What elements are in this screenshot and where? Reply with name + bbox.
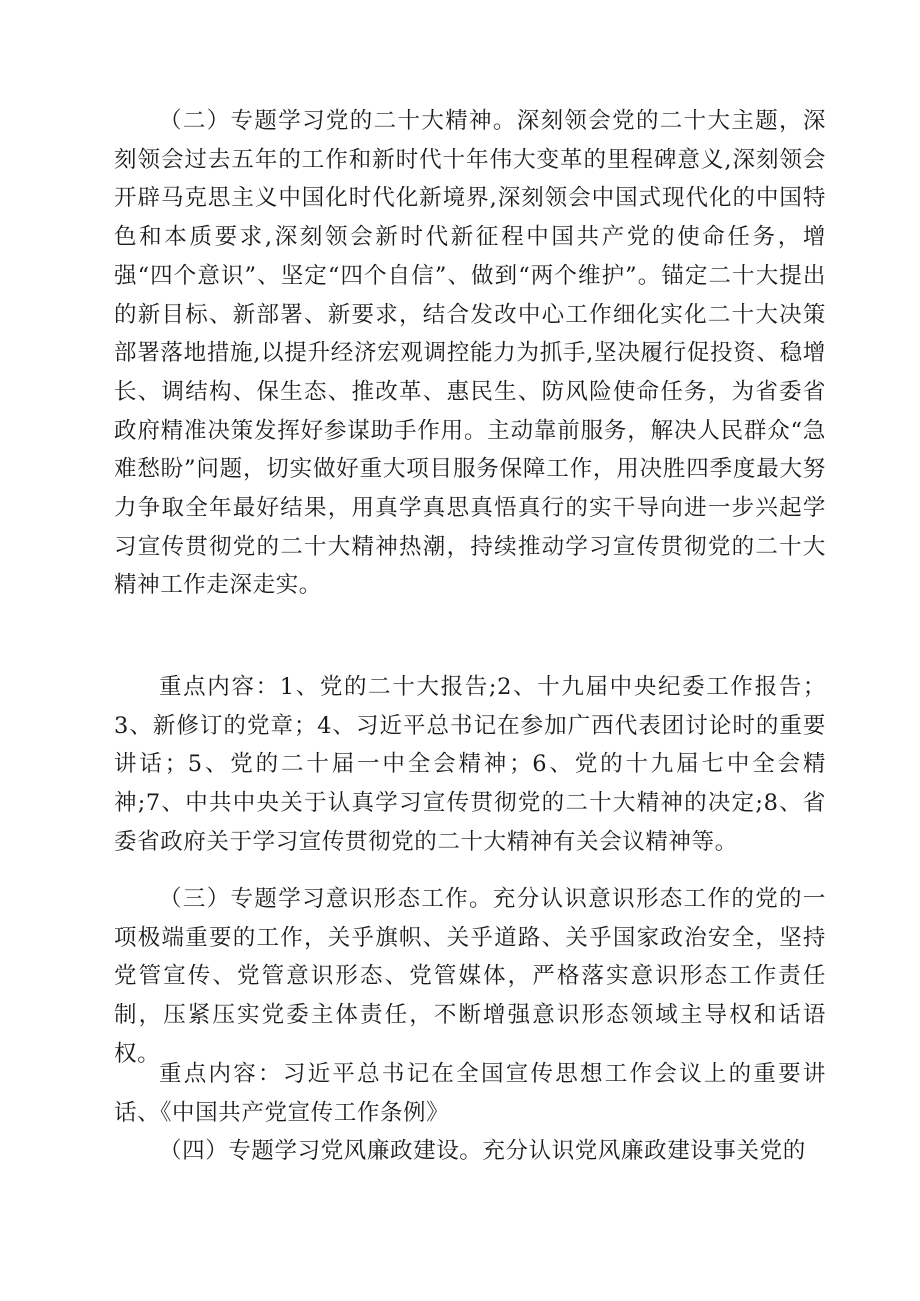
paragraph-text: 重点内容：1、党的二十大报告;2、十九届中央纪委工作报告；3、新修订的党章；4、习近平总书记在参加广西代表团讨论时的重要讲话；5、党的二十届一中全会精神；6、党的十九届七中全会精神;7、中共中央关于认真学习宣传贯彻党的二十大精神的决定;8、省委省政府关于学习宣传贯彻党的二十大精神有关会议精神等。 [114,674,826,855]
paragraph-text: 重点内容：习近平总书记在全国宣传思想工作会议上的重要讲话、《中国共产党宣传工作条例》 [114,1061,826,1126]
paragraph-key-content-one [114,668,826,862]
paragraph-text: （二）专题学习党的二十大精神。深刻领会党的二十大主题，深刻领会过去五年的工作和新时代十年伟大变革的里程碑意义,深刻领会开辟马克思主义中国化时代化新境界,深刻领会中国式现代化的中国特色和本质要求,深刻领会新时代新征程中国共产党的使命任务，增强“四个意识”、坚定“四个自信”、做到“两个维护”。锚定二十大提出的新目标、新部署、新要求，结合发改中心工作细化实化二十大决策部署落地措施,以提升经济宏观调控能力为抓手,坚决履行促投资、稳增长、调结构、保生态、推改革、惠民生、防风险使命任务，为省委省政府精准决策发挥好参谋助手作用。主动靠前服务，解决人民群众“急难愁盼”问题，切实做好重大项目服务保障工作，用决胜四季度最大努力争取全年最好结果，用真学真思真悟真行的实干导向进一步兴起学习宣传贯彻党的二十大精神热潮，持续推动学习宣传贯彻党的二十大精神工作走深走实。 [114,108,826,599]
paragraph-topic-four [114,1132,826,1171]
paragraph-text: （三）专题学习意识形态工作。充分认识意识形态工作的党的一项极端重要的工作，关乎旗帜、关乎道路、关乎国家政治安全，坚持党管宣传、党管意识形态、党管媒体，严格落实意识形态工作责任制，压紧压实党委主体责任，不断增强意识形态领域主导权和话语权。 [114,886,826,1067]
paragraph-key-content-two [114,1055,826,1132]
paragraph-text: （四）专题学习党风廉政建设。充分认识党风廉政建设事关党的 [159,1138,806,1164]
paragraph-topic-three [114,880,826,1074]
paragraph-topic-two [114,102,826,605]
